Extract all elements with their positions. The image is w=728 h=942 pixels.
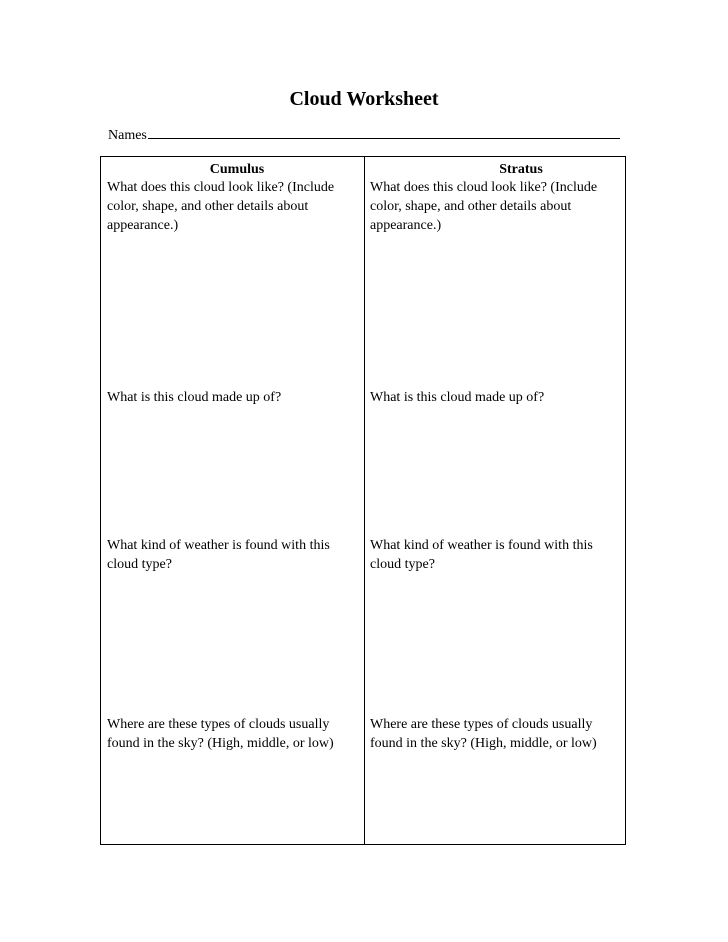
cumulus-question-appearance: What does this cloud look like? (Include color, shape, and other details about appearance.)	[107, 180, 335, 233]
cumulus-header: Cumulus	[209, 162, 265, 177]
stratus-question-altitude: Where are these types of clouds usually found in the sky? (High, middle, or low)	[370, 717, 597, 751]
page-title: Cloud Worksheet	[289, 88, 439, 110]
worksheet-table	[100, 156, 626, 845]
cumulus-question-composition: What is this cloud made up of?	[107, 390, 282, 405]
names-field[interactable]	[108, 124, 620, 145]
names-label: Names	[108, 128, 147, 143]
cumulus-question-weather: What kind of weather is found with this cloud type?	[107, 538, 330, 572]
stratus-header: Stratus	[499, 162, 543, 177]
cumulus-column	[101, 157, 364, 844]
stratus-column	[364, 157, 627, 844]
names-blank-line[interactable]	[148, 124, 620, 139]
stratus-question-weather: What kind of weather is found with this cloud type?	[370, 538, 593, 572]
stratus-question-appearance: What does this cloud look like? (Include color, shape, and other details about appearance.)	[370, 180, 598, 233]
cumulus-question-altitude: Where are these types of clouds usually found in the sky? (High, middle, or low)	[107, 717, 334, 751]
stratus-question-composition: What is this cloud made up of?	[370, 390, 545, 405]
